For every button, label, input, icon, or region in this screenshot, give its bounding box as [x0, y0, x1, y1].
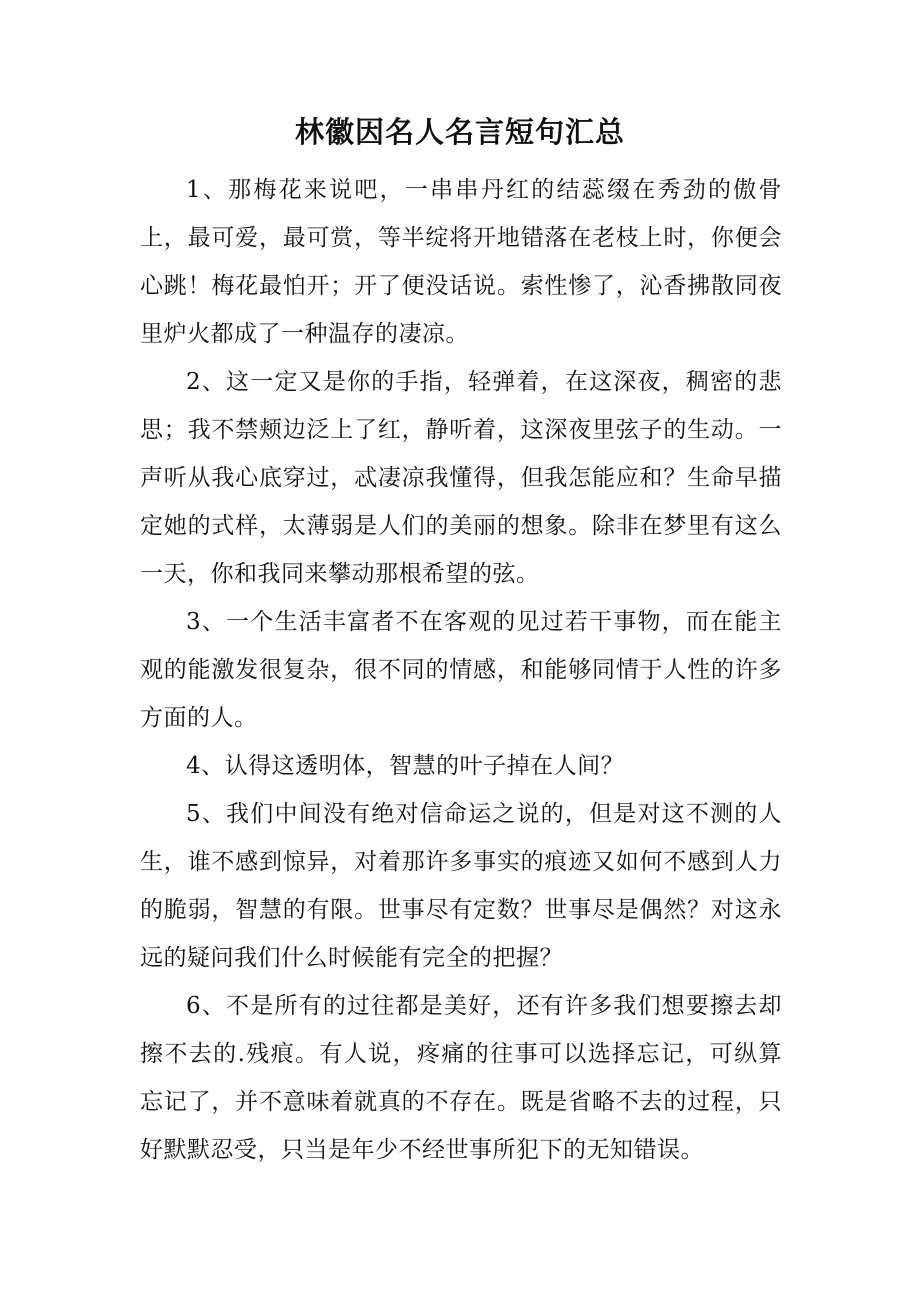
paragraph-5: 5、我们中间没有绝对信命运之说的，但是对这不测的人生，谁不感到惊异，对着那许多事实的痕迹又如何不感到人力的脆弱，智慧的有限。世事尽有定数？世事尽是偶然？对这永远的疑问我们什么时候能有完全的把握？ — [140, 801, 782, 971]
paragraph-1: 1、那梅花来说吧，一串串丹红的结蕊缀在秀劲的傲骨上，最可爱，最可赏，等半绽将开地错落在老枝上时，你便会心跳！梅花最怕开；开了便没话说。索性惨了，沁香拂散同夜里炉火都成了一种温存的凄凉。 — [140, 177, 782, 347]
paragraph-2: 2、这一定又是你的手指，轻弹着，在这深夜，稠密的悲思；我不禁颊边泛上了红，静听着，这深夜里弦子的生动。一声听从我心底穿过，忒凄凉我懂得，但我怎能应和？生命早描定她的式样，太薄弱是人们的美丽的想象。除非在梦里有这么一天，你和我同来攀动那根希望的弦。 — [140, 369, 782, 587]
document-body — [140, 166, 782, 1174]
paragraph-4: 4、认得这透明体，智慧的叶子掉在人间？ — [186, 753, 625, 779]
page-title: 林徽因名人名言短句汇总 — [294, 115, 625, 149]
paragraph-6: 6、不是所有的过往都是美好，还有许多我们想要擦去却擦不去的.残痕。有人说，疼痛的往事可以选择忘记，可纵算忘记了，并不意味着就真的不存在。既是省略不去的过程，只好默默忍受，只当是年少不经世事所犯下的无知错误。 — [140, 993, 782, 1163]
paragraph-3: 3、一个生活丰富者不在客观的见过若干事物，而在能主观的能激发很复杂，很不同的情感，和能够同情于人性的许多方面的人。 — [140, 609, 782, 731]
